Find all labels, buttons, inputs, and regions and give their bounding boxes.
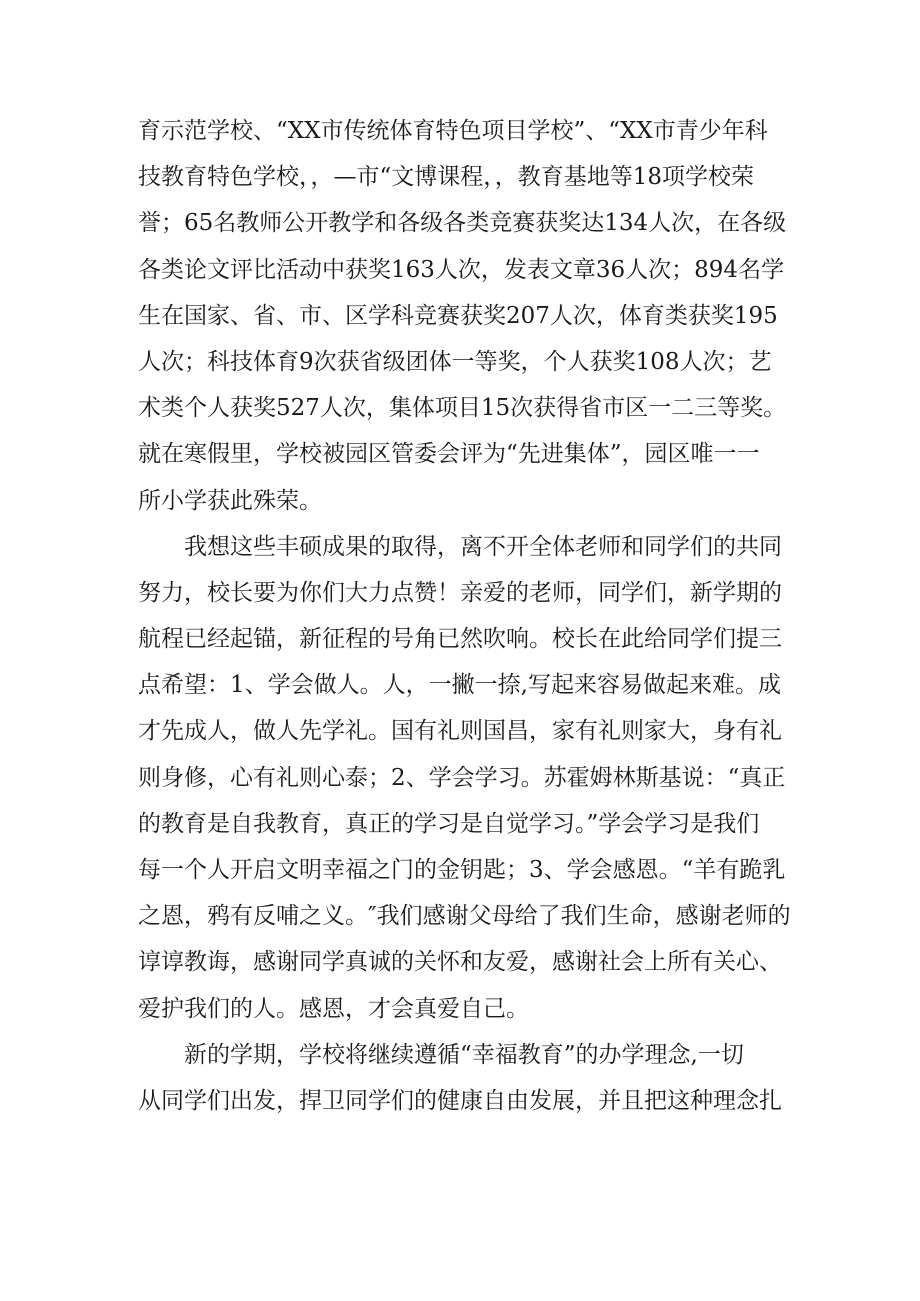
- text-line: 每一个人开启文明幸福之门的金钥匙；3、学会感恩。“羊有跪乳: [138, 857, 786, 883]
- text-line: 谆谆教诲，感谢同学真诚的关怀和友爱，感谢社会上所有关心、: [138, 949, 782, 976]
- text-line: 努力，校长要为你们大力点赞！亲爱的老师，同学们，新学期的: [138, 579, 782, 606]
- text-line-first: 新的学期，学校将继续遵循“幸福教育”的办学理念,一切: [184, 1041, 744, 1068]
- text-line: 誉；65名教师公开教学和各级各类竞赛获奖达134人次，在各级: [138, 210, 787, 237]
- text-line: 术类个人获奖527人次，集体项目15次获得省市区一二三等奖。: [138, 395, 787, 422]
- body-text: [138, 108, 798, 1124]
- text-line: 育示范学校、“XX市传统体育特色项目学校”、“XX市青少年科: [138, 118, 768, 144]
- text-line: 航程已经起锚，新征程的号角已然吹响。校长在此给同学们提三: [138, 626, 782, 653]
- text-line: 才先成人，做人先学礼。国有礼则国昌，家有礼则家大，身有礼: [138, 718, 782, 745]
- paragraph-new-term: [138, 1032, 798, 1124]
- text-line: 点希望：1、学会做人。人，一撇一捺,写起来容易做起来难。成: [138, 672, 781, 699]
- text-line: 就在寒假里，学校被园区管委会评为“先进集体”，园区唯一一: [138, 441, 760, 468]
- text-line: 人次；科技体育9次获省级团体一等奖，个人获奖108人次；艺: [138, 348, 772, 375]
- text-line: 则身修，心有礼则心泰；2、学会学习。苏霍姆林斯基说：“真正: [138, 764, 786, 791]
- paragraph-achievements: [138, 108, 798, 524]
- text-line-first: 我想这些丰硕成果的取得，离不开全体老师和同学们的共同: [184, 533, 782, 560]
- text-line: 生在国家、省、市、区学科竞赛获奖207人次，体育类获奖195: [138, 302, 778, 329]
- text-line: 各类论文评比活动中获奖163人次，发表文章36人次；894名学: [138, 256, 785, 283]
- text-line: 爱护我们的人。感恩，才会真爱自己。: [138, 995, 529, 1022]
- text-line: 所小学获此殊荣。: [138, 487, 322, 514]
- text-line: 从同学们出发，捍卫同学们的健康自由发展，并且把这种理念扎: [138, 1087, 782, 1114]
- paragraph-hopes: [138, 524, 798, 1032]
- text-line: 的教育是自我教育，真正的学习是自觉学习。”学会学习是我们: [138, 810, 760, 837]
- text-line: 技教育特色学校，，—市“文博课程，，教育基地等18项学校荣: [138, 164, 755, 191]
- text-line: 之恩，鸦有反哺之义。″我们感谢父母给了我们生命，感谢老师的: [138, 903, 791, 930]
